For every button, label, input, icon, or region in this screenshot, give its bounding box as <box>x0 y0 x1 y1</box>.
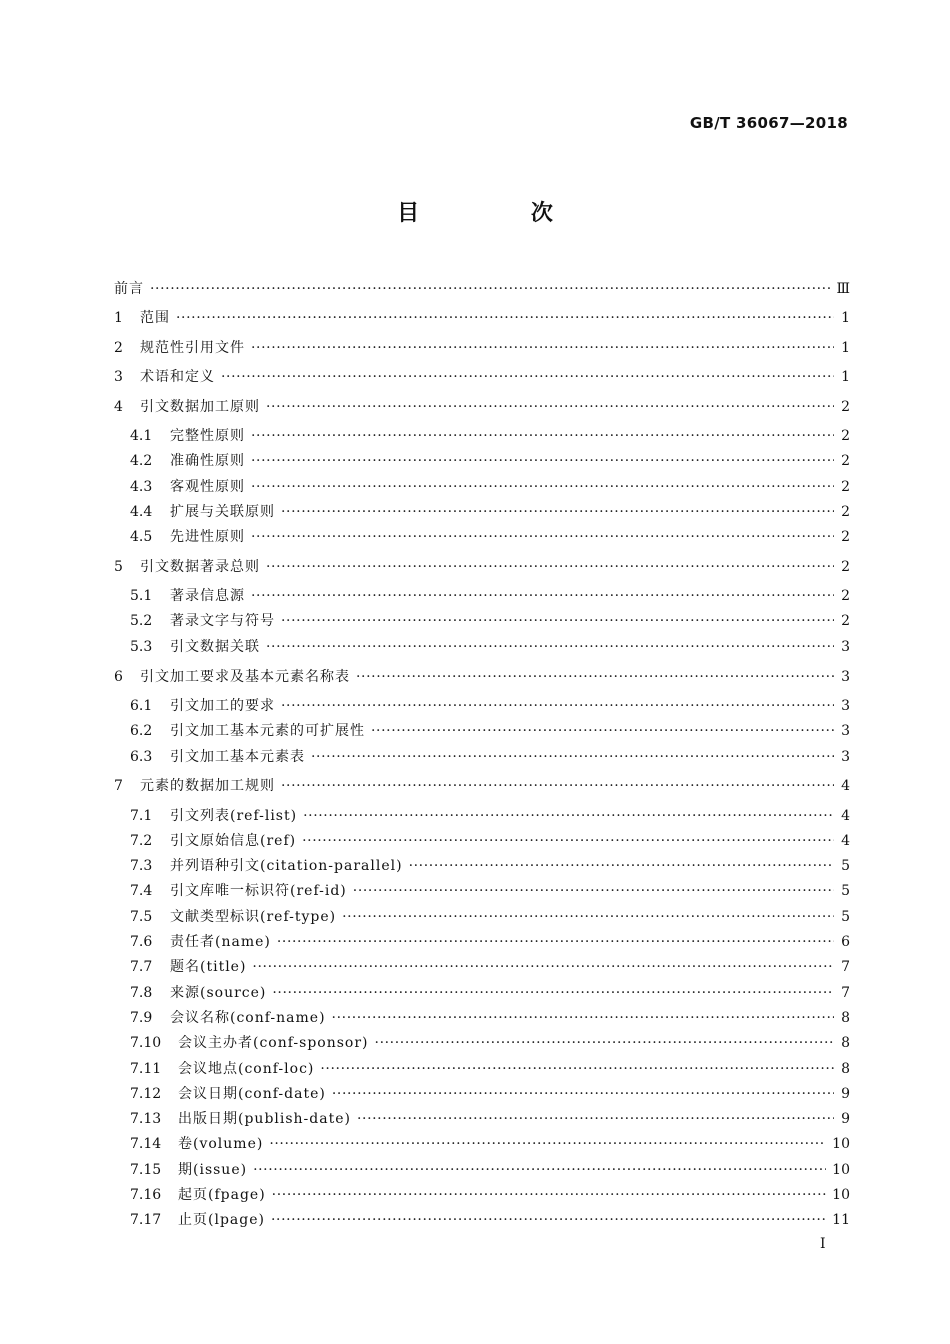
toc-entry-number: 4.5 <box>130 529 153 545</box>
toc-entry[interactable] <box>114 307 850 329</box>
toc-entry[interactable] <box>130 1184 850 1206</box>
toc-leader-dots <box>272 1184 827 1206</box>
toc-entry[interactable] <box>114 278 850 300</box>
toc-entry-label: 卷(volume) <box>178 1136 264 1152</box>
toc-entry-label: 引文加工的要求 <box>170 698 275 714</box>
toc-leader-dots <box>251 476 834 498</box>
toc-entry-page: 7 <box>841 959 850 975</box>
toc-entry-page: 9 <box>841 1086 850 1102</box>
toc-leader-dots <box>357 1108 834 1130</box>
toc-leader-dots <box>302 830 834 852</box>
toc-entry-page: 10 <box>832 1136 850 1152</box>
toc-leader-dots <box>271 1209 826 1231</box>
toc-leader-dots <box>342 906 834 928</box>
toc-entry-page: 1 <box>841 340 850 356</box>
toc-entry-number: 2 <box>114 340 123 356</box>
toc-leader-dots <box>375 1032 834 1054</box>
toc-entry-label: 引文原始信息(ref) <box>170 833 297 849</box>
toc-entry[interactable] <box>130 880 850 902</box>
toc-leader-dots <box>176 307 834 329</box>
toc-entry-label: 引文数据著录总则 <box>140 559 260 575</box>
toc-entry-number: 6 <box>114 669 123 685</box>
toc-entry-page: 4 <box>841 778 850 794</box>
toc-entry-number: 6.2 <box>130 723 153 739</box>
toc-entry-page: 11 <box>832 1212 850 1228</box>
toc-entry-page: 9 <box>841 1111 850 1127</box>
toc-entry-label: 前言 <box>114 281 144 297</box>
toc-leader-dots <box>252 956 834 978</box>
toc-entry[interactable] <box>114 666 850 688</box>
toc-entry[interactable] <box>130 906 850 928</box>
toc-entry-number: 7.1 <box>130 808 153 824</box>
toc-entry-number: 5.3 <box>130 639 153 655</box>
toc-entry-page: 1 <box>841 369 850 385</box>
toc-entry-label: 文献类型标识(ref-type) <box>170 909 337 925</box>
toc-entry-number: 7.11 <box>130 1061 162 1077</box>
toc-entry-page: 2 <box>841 428 850 444</box>
toc-entry-number: 5.2 <box>130 613 153 629</box>
toc-entry-page: 2 <box>841 529 850 545</box>
toc-entry-page: 8 <box>841 1010 850 1026</box>
toc-leader-dots <box>356 666 834 688</box>
toc-leader-dots <box>332 1007 834 1029</box>
toc-entry-number: 7.7 <box>130 959 153 975</box>
toc-entry-label: 责任者(name) <box>170 934 271 950</box>
toc-entry-number: 4.2 <box>130 453 153 469</box>
toc-entry-label: 会议主办者(conf-sponsor) <box>178 1035 369 1051</box>
toc-leader-dots <box>320 1058 834 1080</box>
toc-entry-label: 著录信息源 <box>170 588 245 604</box>
toc-entry-number: 7.3 <box>130 858 153 874</box>
toc-entry-page: 2 <box>841 399 850 415</box>
toc-leader-dots <box>272 982 834 1004</box>
toc-leader-dots <box>371 720 834 742</box>
toc-entry-label: 扩展与关联原则 <box>170 504 275 520</box>
toc-leader-dots <box>221 366 834 388</box>
toc-leader-dots <box>251 450 834 472</box>
toc-entry-page: 3 <box>841 698 850 714</box>
toc-leader-dots <box>281 695 834 717</box>
toc-entry-page: 3 <box>841 669 850 685</box>
toc-entry-number: 7.2 <box>130 833 153 849</box>
toc-entry-number: 6.1 <box>130 698 153 714</box>
toc-entry-label: 会议名称(conf-name) <box>170 1010 326 1026</box>
toc-leader-dots <box>251 526 834 548</box>
toc-entry[interactable] <box>130 805 850 827</box>
toc-leader-dots <box>332 1083 834 1105</box>
toc-entry[interactable] <box>130 746 850 768</box>
toc-leader-dots <box>251 337 834 359</box>
toc-entry-number: 7.10 <box>130 1035 162 1051</box>
toc-entry[interactable] <box>130 1058 850 1080</box>
toc-entry-label: 会议地点(conf-loc) <box>178 1061 315 1077</box>
toc-entry-label: 起页(fpage) <box>178 1187 266 1203</box>
toc-entry-page: 5 <box>841 883 850 899</box>
toc-entry-label: 术语和定义 <box>140 369 215 385</box>
toc-entry-label: 元素的数据加工规则 <box>140 778 275 794</box>
toc-entry[interactable] <box>130 1083 850 1105</box>
toc-entry[interactable] <box>130 501 850 523</box>
toc-entry-number: 7.16 <box>130 1187 162 1203</box>
toc-leader-dots <box>253 1159 826 1181</box>
toc-entry-number: 5 <box>114 559 123 575</box>
toc-entry-page: 6 <box>841 934 850 950</box>
toc-entry-page: 2 <box>841 504 850 520</box>
toc-entry[interactable] <box>130 476 850 498</box>
toc-entry-page: 2 <box>841 479 850 495</box>
toc-leader-dots <box>266 556 834 578</box>
toc-entry-page: 2 <box>841 559 850 575</box>
toc-entry-number: 7.14 <box>130 1136 162 1152</box>
toc-leader-dots <box>281 501 834 523</box>
toc-entry-number: 6.3 <box>130 749 153 765</box>
toc-entry-page: 4 <box>841 833 850 849</box>
toc-entry[interactable] <box>130 956 850 978</box>
toc-entry[interactable] <box>130 982 850 1004</box>
toc-entry-number: 1 <box>114 310 123 326</box>
toc-leader-dots <box>311 746 834 768</box>
toc-leader-dots <box>353 880 834 902</box>
toc-entry-label: 先进性原则 <box>170 529 245 545</box>
toc-entry-label: 引文加工基本元素的可扩展性 <box>170 723 365 739</box>
toc-entry[interactable] <box>130 1108 850 1130</box>
toc-entry-label: 来源(source) <box>170 985 267 1001</box>
toc-leader-dots <box>281 610 834 632</box>
toc-entry[interactable] <box>114 556 850 578</box>
toc-entry[interactable] <box>130 636 850 658</box>
toc-entry[interactable] <box>130 526 850 548</box>
toc-entry-number: 7.12 <box>130 1086 162 1102</box>
toc-leader-dots <box>277 931 834 953</box>
toc-entry[interactable] <box>114 396 850 418</box>
toc-title: 目 次 <box>397 201 605 226</box>
toc-entry-label: 准确性原则 <box>170 453 245 469</box>
toc-entry-page: 2 <box>841 613 850 629</box>
toc-entry-page: 2 <box>841 588 850 604</box>
toc-leader-dots <box>251 585 834 607</box>
toc-entry-label: 题名(title) <box>170 959 247 975</box>
toc-entry-label: 引文库唯一标识符(ref-id) <box>170 883 347 899</box>
toc-entry-page: 3 <box>841 723 850 739</box>
toc-entry-number: 7 <box>114 778 123 794</box>
toc-entry[interactable] <box>130 720 850 742</box>
standard-number: GB/T 36067—2018 <box>689 114 848 132</box>
toc-entry-label: 引文数据关联 <box>170 639 260 655</box>
toc-entry-page: 1 <box>841 310 850 326</box>
toc-entry[interactable] <box>130 425 850 447</box>
toc-entry-page: 8 <box>841 1061 850 1077</box>
toc-entry[interactable] <box>130 830 850 852</box>
page-number: I <box>820 1236 826 1252</box>
toc-entry[interactable] <box>130 1032 850 1054</box>
toc-entry-page: 5 <box>841 858 850 874</box>
toc-entry-page: 4 <box>841 808 850 824</box>
toc-entry[interactable] <box>130 1209 850 1231</box>
toc-entry-number: 4.3 <box>130 479 153 495</box>
toc-entry[interactable] <box>130 855 850 877</box>
toc-entry[interactable] <box>130 931 850 953</box>
toc-entry[interactable] <box>114 775 850 797</box>
toc-entry-page: 3 <box>841 749 850 765</box>
toc-entry-number: 7.13 <box>130 1111 162 1127</box>
toc-entry-label: 出版日期(publish-date) <box>178 1111 351 1127</box>
toc-entry[interactable] <box>130 585 850 607</box>
toc-entry-label: 期(issue) <box>178 1162 248 1178</box>
toc-entry[interactable] <box>114 337 850 359</box>
toc-entry-label: 完整性原则 <box>170 428 245 444</box>
toc-entry-number: 7.15 <box>130 1162 162 1178</box>
toc-leader-dots <box>409 855 834 877</box>
toc-entry-label: 著录文字与符号 <box>170 613 275 629</box>
toc-leader-dots <box>281 775 834 797</box>
toc-entry-page: 8 <box>841 1035 850 1051</box>
toc-leader-dots <box>266 636 834 658</box>
toc-entry-number: 7.6 <box>130 934 153 950</box>
toc-entry-number: 7.4 <box>130 883 153 899</box>
toc-entry-number: 3 <box>114 369 123 385</box>
toc-entry-label: 客观性原则 <box>170 479 245 495</box>
toc-entry-number: 7.5 <box>130 909 153 925</box>
toc-entry[interactable] <box>130 1133 850 1155</box>
toc-entry-page: 10 <box>832 1187 850 1203</box>
toc-entry-number: 4.1 <box>130 428 153 444</box>
toc-entry[interactable] <box>114 366 850 388</box>
toc-entry[interactable] <box>130 1159 850 1181</box>
toc-leader-dots <box>303 805 834 827</box>
toc-entry-label: 引文列表(ref-list) <box>170 808 298 824</box>
toc-entry-number: 4 <box>114 399 123 415</box>
toc-entry-label: 引文加工要求及基本元素名称表 <box>140 669 350 685</box>
toc-entry-page: 5 <box>841 909 850 925</box>
toc-entry[interactable] <box>130 695 850 717</box>
toc-entry[interactable] <box>130 450 850 472</box>
toc-entry-label: 止页(lpage) <box>178 1212 265 1228</box>
toc-entry-page: Ⅲ <box>836 281 850 297</box>
toc-leader-dots <box>269 1133 826 1155</box>
toc-entry-label: 范围 <box>140 310 170 326</box>
toc-entry[interactable] <box>130 610 850 632</box>
toc-leader-dots <box>150 278 830 300</box>
toc-entry-label: 规范性引用文件 <box>140 340 245 356</box>
toc-entry[interactable] <box>130 1007 850 1029</box>
toc-entry-page: 2 <box>841 453 850 469</box>
toc-entry-page: 3 <box>841 639 850 655</box>
toc-entry-number: 7.17 <box>130 1212 162 1228</box>
toc-entry-number: 4.4 <box>130 504 153 520</box>
toc-entry-label: 引文加工基本元素表 <box>170 749 305 765</box>
toc-entry-label: 引文数据加工原则 <box>140 399 260 415</box>
toc-leader-dots <box>266 396 834 418</box>
toc-entry-label: 并列语种引文(citation-parallel) <box>170 858 403 874</box>
toc-leader-dots <box>251 425 834 447</box>
toc-entry-number: 7.9 <box>130 1010 153 1026</box>
toc-entry-number: 5.1 <box>130 588 153 604</box>
toc-entry-number: 7.8 <box>130 985 153 1001</box>
toc-entry-label: 会议日期(conf-date) <box>178 1086 326 1102</box>
toc-entry-page: 7 <box>841 985 850 1001</box>
toc-entry-page: 10 <box>832 1162 850 1178</box>
